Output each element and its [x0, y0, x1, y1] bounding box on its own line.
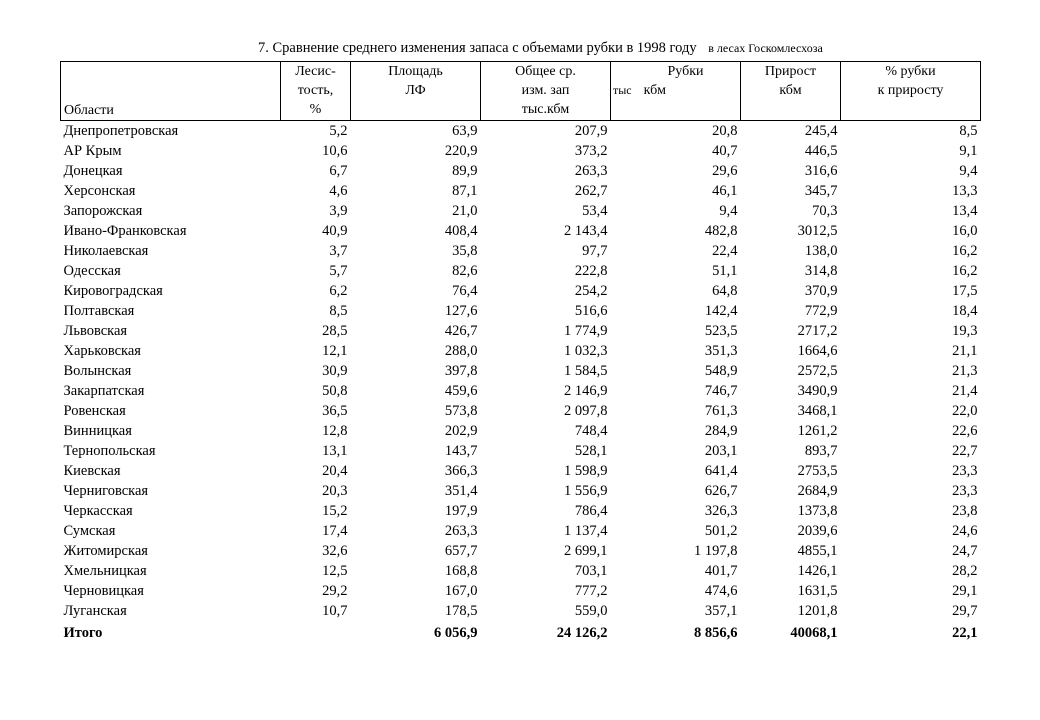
header-felling: [611, 62, 741, 121]
cell-region: Днепропетровская: [63, 123, 179, 139]
cell-total-change: 263,3: [574, 163, 608, 179]
table-row: [61, 461, 981, 481]
cell-growth: 3490,9: [797, 383, 838, 399]
cell-forest-cover: 30,9: [322, 363, 348, 379]
cell-area: 6 056,9: [434, 625, 478, 641]
cell-region: Черкасская: [63, 503, 133, 519]
cell-forest-cover: 40,9: [322, 223, 348, 239]
cell-felling: 51,1: [712, 263, 738, 279]
cell-growth: 3012,5: [797, 223, 838, 239]
cell-region: Одесская: [63, 263, 121, 279]
cell-area: 63,9: [452, 123, 478, 139]
header-line: ЛФ: [405, 83, 426, 98]
cell-forest-cover: 12,5: [322, 563, 348, 579]
cell-area: 82,6: [452, 263, 478, 279]
cell-pct: 16,0: [952, 223, 978, 239]
table-row: [61, 481, 981, 501]
cell-growth: 345,7: [804, 183, 838, 199]
header-felling-unit: кбм: [643, 83, 666, 98]
cell-region: Черновицкая: [63, 583, 144, 599]
cell-pct: 9,1: [959, 143, 978, 159]
cell-area: 220,9: [444, 143, 478, 159]
cell-pct: 22,1: [952, 625, 978, 641]
cell-pct: 18,4: [952, 303, 978, 319]
header-line: %: [309, 102, 322, 117]
table-row: [61, 441, 981, 461]
cell-felling: 46,1: [712, 183, 738, 199]
cell-region: Ровенская: [63, 403, 126, 419]
table-row: [61, 201, 981, 221]
table-body: [61, 121, 981, 646]
cell-forest-cover: 10,6: [322, 143, 348, 159]
cell-region: Херсонская: [63, 183, 136, 199]
cell-total-change: 97,7: [582, 243, 608, 259]
cell-pct: 23,3: [952, 483, 978, 499]
cell-forest-cover: 10,7: [322, 603, 348, 619]
cell-forest-cover: 12,1: [322, 343, 348, 359]
cell-forest-cover: 50,8: [322, 383, 348, 399]
cell-growth: 40068,1: [790, 625, 838, 641]
cell-felling: 761,3: [704, 403, 738, 419]
cell-pct: 28,2: [952, 563, 978, 579]
cell-total-change: 516,6: [574, 303, 608, 319]
cell-pct: 16,2: [952, 243, 978, 259]
cell-area: 263,3: [444, 523, 478, 539]
cell-growth: 1201,8: [797, 603, 838, 619]
cell-pct: 21,3: [952, 363, 978, 379]
cell-area: 178,5: [444, 603, 478, 619]
cell-felling: 482,8: [704, 223, 738, 239]
header-line: тыс.кбм: [521, 102, 570, 117]
cell-felling: 401,7: [704, 563, 738, 579]
cell-growth: 1426,1: [797, 563, 838, 579]
cell-felling: 22,4: [712, 243, 738, 259]
title-main: 7. Сравнение среднего изменения запаса с объемами рубки в 1998 году: [258, 40, 697, 56]
cell-felling: 9,4: [719, 203, 738, 219]
header-line: [613, 81, 738, 100]
cell-felling: 29,6: [712, 163, 738, 179]
cell-area: 351,4: [444, 483, 478, 499]
cell-growth: 370,9: [804, 283, 838, 299]
cell-growth: 3468,1: [797, 403, 838, 419]
cell-region: Закарпатская: [63, 383, 145, 399]
header-line: изм. зап: [521, 83, 570, 98]
cell-felling: 203,1: [704, 443, 738, 459]
cell-area: 35,8: [452, 243, 478, 259]
cell-forest-cover: 5,2: [329, 123, 348, 139]
cell-total-change: 559,0: [574, 603, 608, 619]
cell-felling: 326,3: [704, 503, 738, 519]
total-row: [61, 621, 981, 645]
header-growth: [741, 62, 841, 121]
header-line: тость,: [297, 83, 334, 98]
cell-pct: 23,3: [952, 463, 978, 479]
cell-region: Киевская: [63, 463, 121, 479]
cell-felling: 351,3: [704, 343, 738, 359]
cell-area: 197,9: [444, 503, 478, 519]
cell-forest-cover: 28,5: [322, 323, 348, 339]
cell-growth: 1664,6: [797, 343, 838, 359]
cell-pct: 17,5: [952, 283, 978, 299]
cell-pct: 8,5: [959, 123, 978, 139]
cell-growth: 772,9: [804, 303, 838, 319]
table-row: [61, 361, 981, 381]
cell-pct: 22,0: [952, 403, 978, 419]
cell-growth: 2753,5: [797, 463, 838, 479]
table-row: [61, 561, 981, 581]
header-region: Области: [61, 62, 281, 121]
cell-pct: 21,1: [952, 343, 978, 359]
cell-region: Кировоградская: [63, 283, 163, 299]
table-row: [61, 301, 981, 321]
cell-region: Запорожская: [63, 203, 143, 219]
cell-growth: 2717,2: [797, 323, 838, 339]
cell-area: 76,4: [452, 283, 478, 299]
cell-growth: 2572,5: [797, 363, 838, 379]
cell-growth: 1373,8: [797, 503, 838, 519]
cell-growth: 1261,2: [797, 423, 838, 439]
cell-area: 657,7: [444, 543, 478, 559]
cell-total-change: 1 598,9: [564, 463, 608, 479]
cell-pct: 22,7: [952, 443, 978, 459]
cell-total-change: 1 556,9: [564, 483, 608, 499]
cell-felling: 523,5: [704, 323, 738, 339]
cell-area: 127,6: [444, 303, 478, 319]
table-row: [61, 261, 981, 281]
cell-area: 397,8: [444, 363, 478, 379]
cell-growth: 2684,9: [797, 483, 838, 499]
title-note: в лесах Госкомлесхоза: [708, 41, 823, 55]
cell-total-change: 786,4: [574, 503, 608, 519]
cell-felling: 20,8: [712, 123, 738, 139]
cell-growth: 245,4: [804, 123, 838, 139]
cell-total-change: 207,9: [574, 123, 608, 139]
cell-area: 459,6: [444, 383, 478, 399]
cell-area: 143,7: [444, 443, 478, 459]
cell-forest-cover: 20,4: [322, 463, 348, 479]
cell-forest-cover: 36,5: [322, 403, 348, 419]
cell-total-change: 222,8: [574, 263, 608, 279]
data-table: [60, 61, 981, 645]
header-line: к приросту: [877, 83, 944, 98]
table-row: [61, 141, 981, 161]
cell-region: Сумская: [63, 523, 116, 539]
cell-pct: 23,8: [952, 503, 978, 519]
cell-total-change: 2 699,1: [564, 543, 608, 559]
cell-growth: 446,5: [804, 143, 838, 159]
cell-pct: 29,1: [952, 583, 978, 599]
table-row: [61, 381, 981, 401]
cell-area: 573,8: [444, 403, 478, 419]
cell-total-change: 2 143,4: [564, 223, 608, 239]
table-row: [61, 241, 981, 261]
table-row: [61, 541, 981, 561]
cell-region: Волынская: [63, 363, 132, 379]
cell-total-change: 262,7: [574, 183, 608, 199]
cell-felling: 626,7: [704, 483, 738, 499]
cell-forest-cover: 5,7: [329, 263, 348, 279]
cell-total-change: 777,2: [574, 583, 608, 599]
table-row: [61, 221, 981, 241]
cell-growth: 138,0: [804, 243, 838, 259]
cell-felling: 501,2: [704, 523, 738, 539]
table-row: [61, 601, 981, 621]
cell-forest-cover: 3,9: [329, 203, 348, 219]
cell-forest-cover: 8,5: [329, 303, 348, 319]
header-pct: [841, 62, 981, 121]
cell-area: 408,4: [444, 223, 478, 239]
cell-felling: 40,7: [712, 143, 738, 159]
header-line: Общее ср.: [515, 64, 576, 79]
cell-region: Донецкая: [63, 163, 123, 179]
cell-area: 87,1: [452, 183, 478, 199]
cell-forest-cover: 32,6: [322, 543, 348, 559]
table-row: [61, 341, 981, 361]
header-line: Прирост: [764, 64, 817, 79]
cell-region: Полтавская: [63, 303, 135, 319]
header-line: кбм: [779, 83, 802, 98]
cell-region: Итого: [63, 625, 103, 641]
cell-region: Львовская: [63, 323, 128, 339]
cell-region: Тернопольская: [63, 443, 156, 459]
cell-region: АР Крым: [63, 143, 122, 159]
cell-felling: 1 197,8: [694, 543, 738, 559]
cell-growth: 314,8: [804, 263, 838, 279]
table-row: [61, 401, 981, 421]
cell-region: Хмельницкая: [63, 563, 147, 579]
cell-growth: 2039,6: [797, 523, 838, 539]
cell-area: 168,8: [444, 563, 478, 579]
cell-felling: 474,6: [704, 583, 738, 599]
cell-region: Житомирская: [63, 543, 148, 559]
table-row: [61, 421, 981, 441]
header-line: Площадь: [388, 64, 443, 79]
cell-total-change: 528,1: [574, 443, 608, 459]
cell-felling: 64,8: [712, 283, 738, 299]
cell-forest-cover: 12,8: [322, 423, 348, 439]
cell-forest-cover: 17,4: [322, 523, 348, 539]
cell-forest-cover: [281, 621, 351, 645]
table-title: [258, 40, 978, 57]
cell-total-change: 2 146,9: [564, 383, 608, 399]
cell-total-change: 24 126,2: [556, 625, 608, 641]
cell-forest-cover: 13,1: [322, 443, 348, 459]
cell-felling: 548,9: [704, 363, 738, 379]
cell-area: 202,9: [444, 423, 478, 439]
cell-total-change: 1 137,4: [564, 523, 608, 539]
header-line: % рубки: [885, 64, 936, 79]
table-row: [61, 581, 981, 601]
cell-felling: 746,7: [704, 383, 738, 399]
table-row: [61, 501, 981, 521]
cell-pct: 24,7: [952, 543, 978, 559]
cell-region: Винницкая: [63, 423, 132, 439]
cell-forest-cover: 6,2: [329, 283, 348, 299]
cell-forest-cover: 20,3: [322, 483, 348, 499]
cell-total-change: 2 097,8: [564, 403, 608, 419]
table-row: [61, 281, 981, 301]
cell-growth: 893,7: [804, 443, 838, 459]
cell-growth: 4855,1: [797, 543, 838, 559]
cell-growth: 316,6: [804, 163, 838, 179]
cell-region: Черниговская: [63, 483, 149, 499]
header-line: Рубки: [667, 64, 704, 79]
cell-forest-cover: 29,2: [322, 583, 348, 599]
cell-total-change: 373,2: [574, 143, 608, 159]
cell-area: 21,0: [452, 203, 478, 219]
cell-felling: 142,4: [704, 303, 738, 319]
cell-pct: 9,4: [959, 163, 978, 179]
cell-forest-cover: 15,2: [322, 503, 348, 519]
cell-region: Ивано-Франковская: [63, 223, 187, 239]
cell-pct: 21,4: [952, 383, 978, 399]
cell-pct: 29,7: [952, 603, 978, 619]
cell-area: 89,9: [452, 163, 478, 179]
table-row: [61, 521, 981, 541]
header-forest-cover: [281, 62, 351, 121]
cell-total-change: 53,4: [582, 203, 608, 219]
cell-total-change: 1 584,5: [564, 363, 608, 379]
table-row: [61, 161, 981, 181]
header-felling-prefix: тыс: [613, 83, 632, 97]
cell-growth: 1631,5: [797, 583, 838, 599]
cell-pct: 19,3: [952, 323, 978, 339]
cell-felling: 357,1: [704, 603, 738, 619]
header-area: [351, 62, 481, 121]
cell-forest-cover: 3,7: [329, 243, 348, 259]
table-row: [61, 321, 981, 341]
cell-area: 288,0: [444, 343, 478, 359]
cell-pct: 16,2: [952, 263, 978, 279]
cell-forest-cover: 4,6: [329, 183, 348, 199]
cell-area: 167,0: [444, 583, 478, 599]
cell-felling: 8 856,6: [694, 625, 738, 641]
cell-area: 426,7: [444, 323, 478, 339]
header-total-change: [481, 62, 611, 121]
cell-region: Харьковская: [63, 343, 141, 359]
cell-total-change: 1 774,9: [564, 323, 608, 339]
cell-pct: 13,4: [952, 203, 978, 219]
cell-total-change: 748,4: [574, 423, 608, 439]
cell-area: 366,3: [444, 463, 478, 479]
cell-forest-cover: 6,7: [329, 163, 348, 179]
header-line: Лесис-: [295, 64, 336, 79]
cell-total-change: 703,1: [574, 563, 608, 579]
cell-region: Луганская: [63, 603, 127, 619]
cell-pct: 24,6: [952, 523, 978, 539]
cell-total-change: 1 032,3: [564, 343, 608, 359]
cell-total-change: 254,2: [574, 283, 608, 299]
header-row: [61, 62, 981, 121]
cell-pct: 22,6: [952, 423, 978, 439]
cell-region: Николаевская: [63, 243, 149, 259]
table-row: [61, 181, 981, 201]
cell-growth: 70,3: [812, 203, 838, 219]
cell-felling: 641,4: [704, 463, 738, 479]
cell-felling: 284,9: [704, 423, 738, 439]
table-row: [61, 121, 981, 142]
cell-pct: 13,3: [952, 183, 978, 199]
